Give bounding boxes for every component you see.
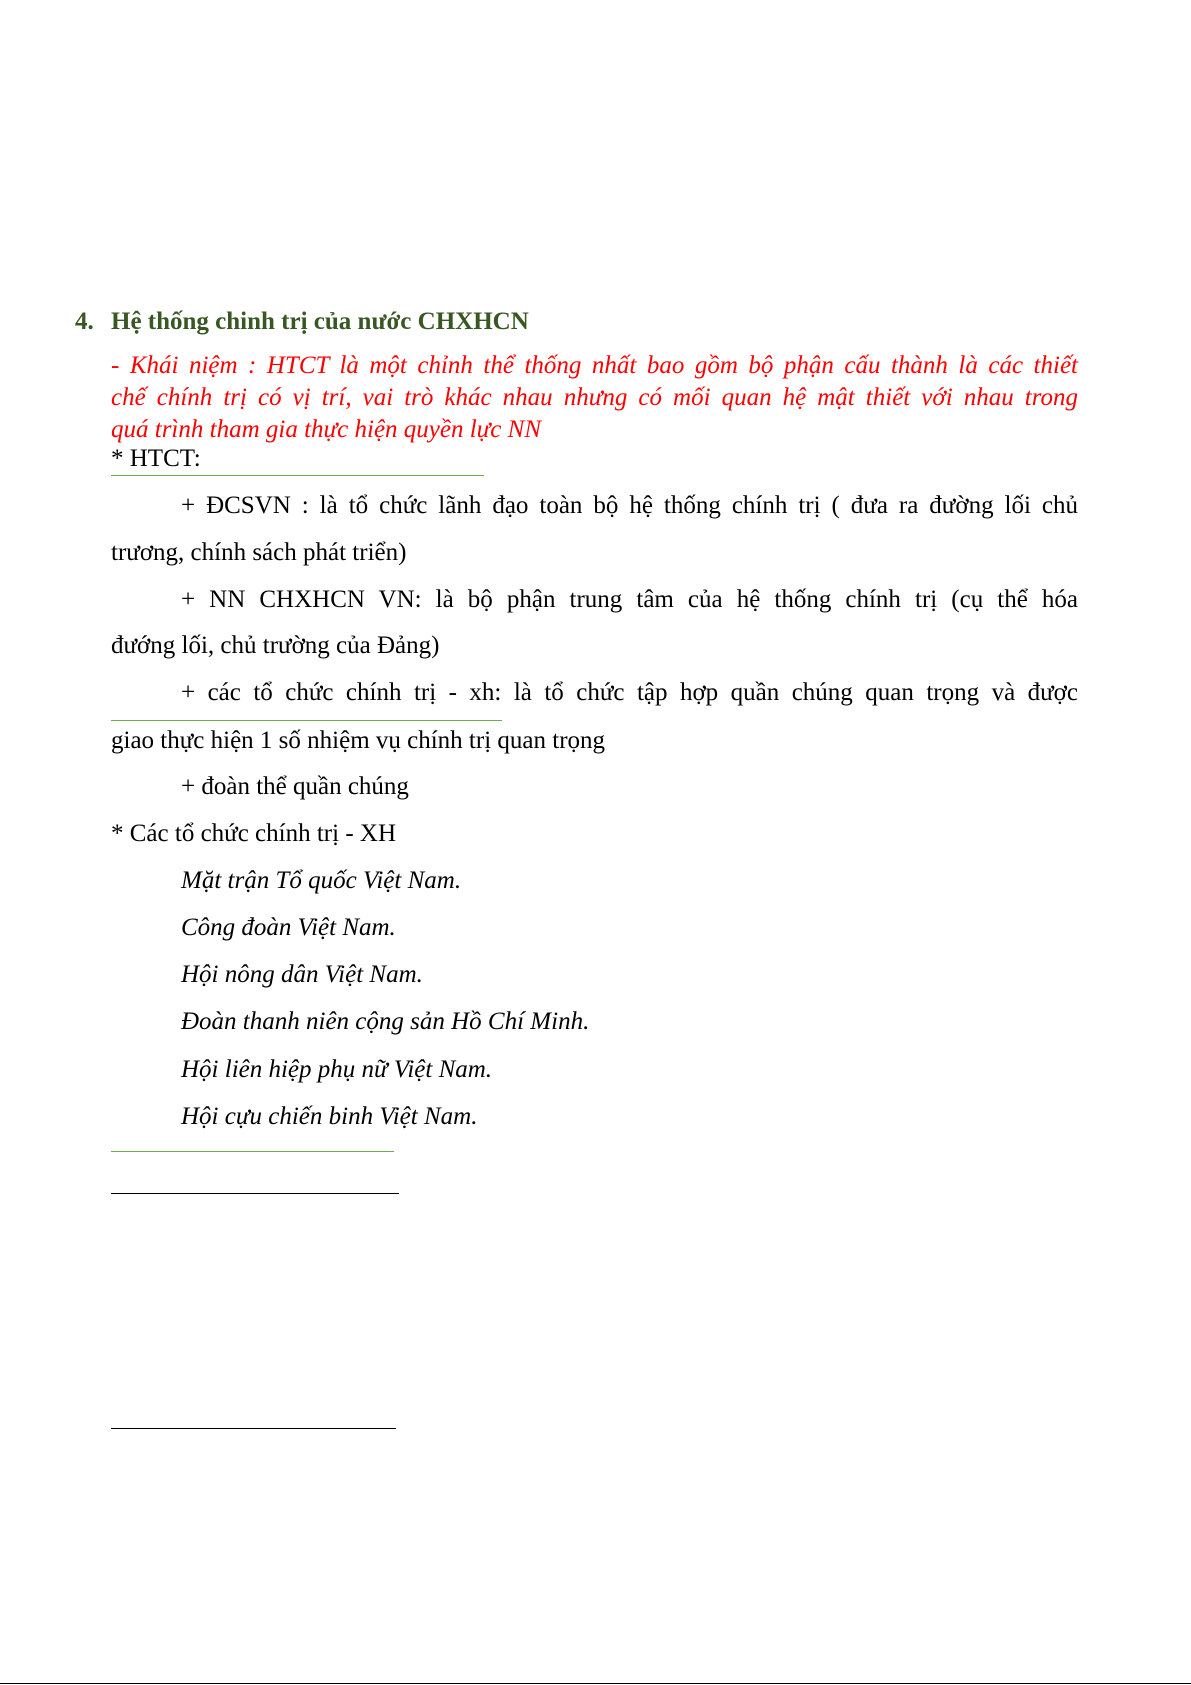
organization-item: Hội liên hiệp phụ nữ Việt Nam. bbox=[181, 1056, 493, 1083]
concept-paragraph bbox=[111, 350, 1078, 446]
footnote-separator bbox=[111, 1428, 396, 1429]
htct-item-2-line-2: đướng lối, chủ trường của Đảng) bbox=[111, 632, 440, 659]
footnote-separator bbox=[111, 1193, 399, 1194]
section-number: 4. bbox=[75, 308, 94, 335]
section-heading bbox=[75, 308, 529, 336]
htct-item-1-line-2: trương, chính sách phát triển) bbox=[111, 539, 407, 566]
section-title: Hệ thống chinh trị của nước CHXHCN bbox=[111, 308, 529, 335]
comment-underline bbox=[111, 720, 502, 721]
organization-item: Mặt trận Tổ quốc Việt Nam. bbox=[181, 867, 462, 894]
concept-line-2: chế chính trị có vị trí, vai trò khác nhau nhưng có mối quan hệ mật thiết với nhau trong bbox=[111, 384, 1078, 411]
concept-line-3: quá trình tham gia thực hiện quyền lực NN bbox=[111, 416, 542, 443]
htct-item-3-line-1: + các tổ chức chính trị - xh: là tổ chức tập hợp quần chúng quan trọng và được bbox=[181, 679, 1078, 706]
comment-underline bbox=[111, 1151, 394, 1152]
htct-item-4-line-1: + đoàn thể quần chúng bbox=[181, 773, 409, 800]
organizations-label: * Các tổ chức chính trị - XH bbox=[111, 820, 396, 847]
comment-underline bbox=[111, 475, 484, 476]
htct-item-2-line-1: + NN CHXHCN VN: là bộ phận trung tâm của hệ thống chính trị (cụ thể hóa bbox=[181, 586, 1078, 613]
organization-item: Công đoàn Việt Nam. bbox=[181, 914, 396, 941]
htct-label: * HTCT: bbox=[111, 445, 201, 472]
organization-item: Hội cựu chiến binh Việt Nam. bbox=[181, 1103, 478, 1130]
page-bottom-edge bbox=[0, 1683, 1191, 1684]
htct-item-1-line-1: + ĐCSVN : là tổ chức lãnh đạo toàn bộ hệ thống chính trị ( đưa ra đường lối chủ bbox=[181, 492, 1078, 519]
organization-item: Đoàn thanh niên cộng sản Hồ Chí Minh. bbox=[181, 1008, 590, 1035]
organization-item: Hội nông dân Việt Nam. bbox=[181, 961, 423, 988]
concept-line-1: - Khái niệm : HTCT là một chỉnh thể thống nhất bao gồm bộ phận cấu thành là các thiết bbox=[111, 352, 1078, 379]
htct-item-3-line-2: giao thực hiện 1 số nhiệm vụ chính trị quan trọng bbox=[111, 727, 606, 754]
